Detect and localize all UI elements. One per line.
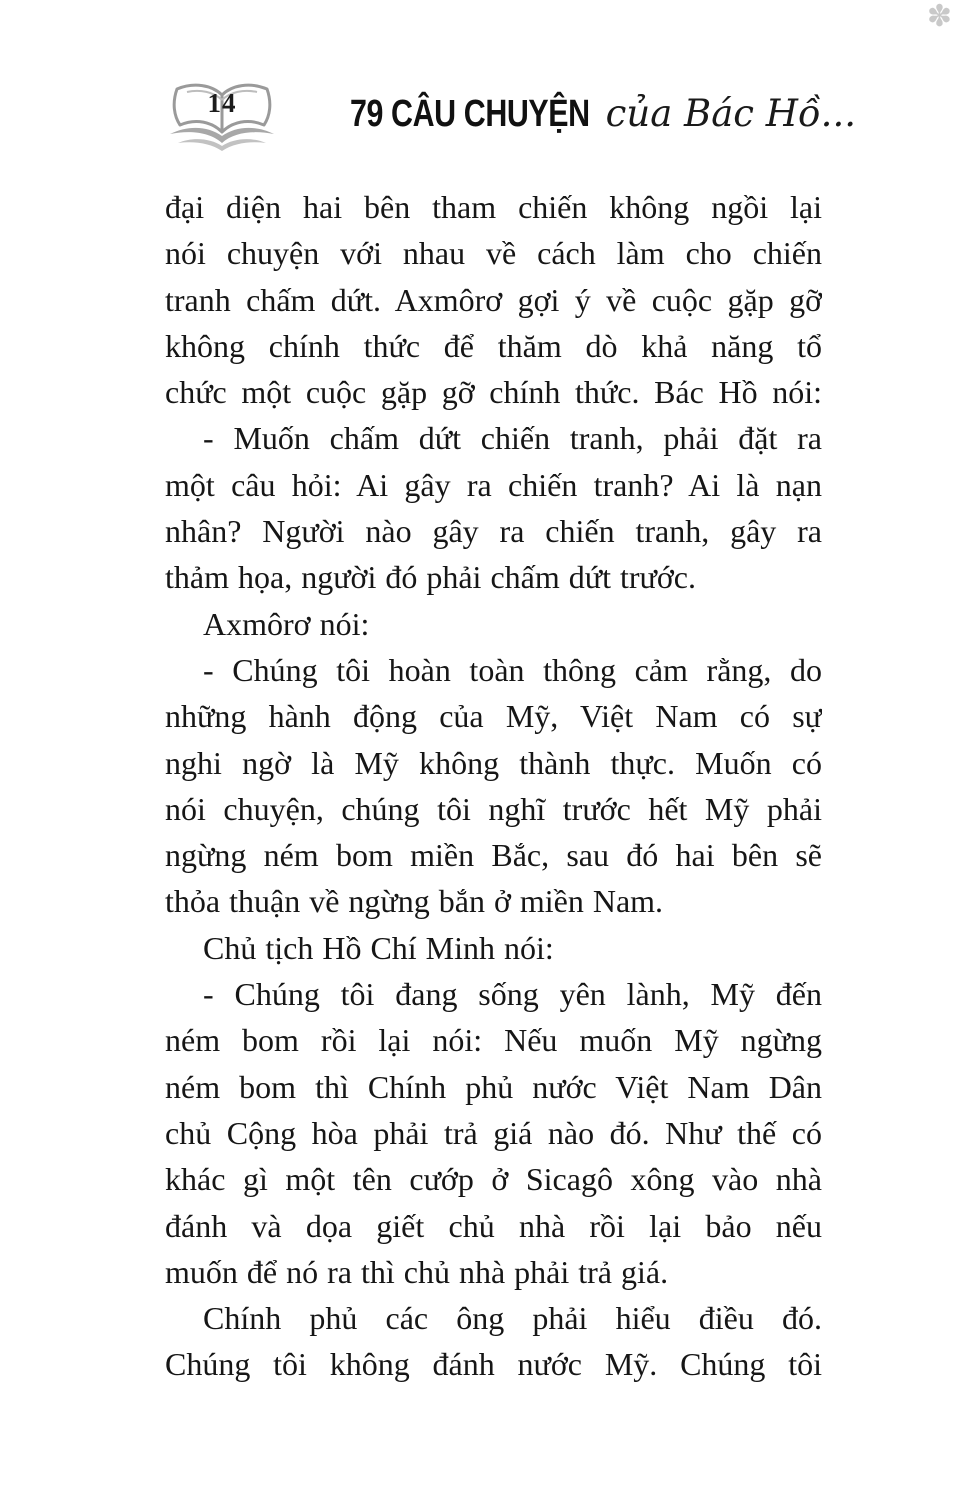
text-line: Chủ tịch Hồ Chí Minh nói: (203, 929, 554, 966)
text-line: nhân? Người nào gây ra chiến tranh, gây ra (165, 513, 822, 550)
text-line: thỏa thuận về ngừng bắn ở miền Nam. (165, 883, 664, 920)
text-line: nói chuyện, chúng tôi nghĩ trước hết Mỹ phải (165, 790, 822, 827)
floral-ornament-icon: ✽ (926, 0, 952, 34)
page-number: 14 (207, 88, 237, 118)
text-line: Axmôrơ nói: (203, 605, 370, 642)
text-line: thảm họa, người đó phải chấm dứt trước. (165, 559, 696, 596)
text-line: chức một cuộc gặp gỡ chính thức. Bác Hồ nói: (165, 374, 822, 411)
text-line: muốn để nó ra thì chủ nhà phải trả giá. (165, 1253, 669, 1290)
text-line: ném bom thì Chính phủ nước Việt Nam Dân (165, 1068, 822, 1105)
paragraph (165, 1295, 822, 1388)
paragraph (165, 925, 822, 971)
header-title-main: 79 CÂU CHUYỆN (350, 93, 590, 135)
text-line: Chúng tôi không đánh nước Mỹ. Chúng tôi (165, 1346, 822, 1383)
page-body (165, 184, 822, 1388)
text-line: khác gì một tên cướp ở Sicagô xông vào nhà (165, 1161, 822, 1198)
text-line: ngừng ném bom miền Bắc, sau đó hai bên sẽ (165, 837, 822, 874)
open-book-icon (166, 82, 278, 152)
text-line: ném bom rồi lại nói: Nếu muốn Mỹ ngừng (165, 1022, 822, 1059)
text-line: tranh chấm dứt. Axmôrơ gợi ý về cuộc gặp gỡ (165, 281, 822, 318)
text-line: nói chuyện với nhau về cách làm cho chiến (165, 235, 822, 272)
text-line: chủ Cộng hòa phải trả giá nào đó. Như thế có (165, 1114, 822, 1151)
paragraph (165, 415, 822, 600)
text-line: Chính phủ các ông phải hiểu điều đó. (203, 1300, 822, 1337)
paragraph (165, 601, 822, 647)
text-line: đánh và dọa giết chủ nhà rồi lại bảo nếu (165, 1207, 822, 1244)
paragraph (165, 184, 822, 415)
page-header (160, 80, 856, 155)
text-line: nghi ngờ là Mỹ không thành thực. Muốn có (165, 744, 822, 781)
page-title (350, 92, 856, 136)
text-line: không chính thức để thăm dò khả năng tổ (165, 327, 822, 364)
text-line: một câu hỏi: Ai gây ra chiến tranh? Ai là nạn (165, 466, 822, 503)
text-line: những hành động của Mỹ, Việt Nam có sự (165, 698, 822, 735)
text-line: đại diện hai bên tham chiến không ngồi lại (165, 189, 822, 225)
paragraph (165, 647, 822, 925)
text-line: - Chúng tôi đang sống yên lành, Mỹ đến (203, 976, 822, 1013)
text-line: - Chúng tôi hoàn toàn thông cảm rằng, do (203, 651, 822, 688)
header-title-script: của Bác Hồ... (605, 92, 856, 135)
paragraph (165, 971, 822, 1295)
text-line: - Muốn chấm dứt chiến tranh, phải đặt ra (203, 420, 822, 457)
